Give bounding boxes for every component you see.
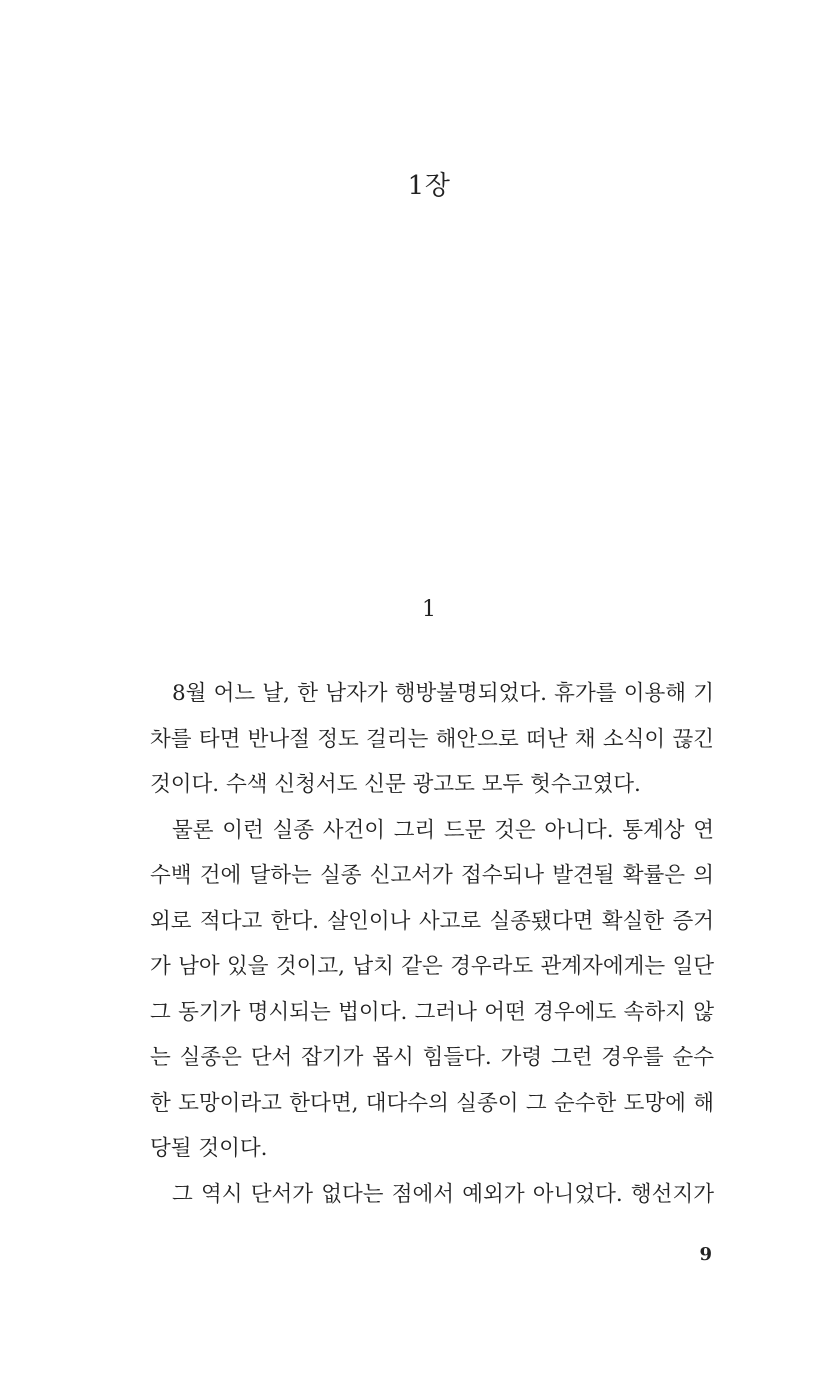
body-text	[150, 674, 714, 1220]
body-line: 물론 이런 실종 사건이 그리 드문 것은 아니다. 통계상 연	[172, 817, 714, 843]
body-line: 한 도망이라고 한다면, 대다수의 실종이 그 순수한 도망에 해	[150, 1090, 714, 1116]
body-line: 것이다. 수색 신청서도 신문 광고도 모두 헛수고였다.	[150, 772, 641, 797]
body-line: 당될 것이다.	[150, 1136, 268, 1161]
body-line: 그 동기가 명시되는 법이다. 그러나 어떤 경우에도 속하지 않	[150, 999, 714, 1025]
body-line: 는 실종은 단서 잡기가 몹시 힘들다. 가령 그런 경우를 순수	[150, 1045, 714, 1070]
section-number: 1	[422, 597, 436, 622]
page-number: 9	[699, 1244, 712, 1265]
body-line: 수백 건에 달하는 실종 신고서가 접수되나 발견될 확률은 의	[150, 863, 714, 888]
body-line: 차를 타면 반나절 정도 걸리는 해안으로 떠난 채 소식이 끊긴	[150, 726, 714, 752]
chapter-title: 1장	[407, 171, 451, 201]
body-line: 외로 적다고 한다. 살인이나 사고로 실종됐다면 확실한 증거	[150, 908, 714, 934]
body-line: 가 남아 있을 것이고, 납치 같은 경우라도 관계자에게는 일단	[150, 954, 714, 979]
body-line: 그 역시 단서가 없다는 점에서 예외가 아니었다. 행선지가	[172, 1181, 714, 1207]
body-line: 8월 어느 날, 한 남자가 행방불명되었다. 휴가를 이용해 기	[172, 681, 714, 706]
